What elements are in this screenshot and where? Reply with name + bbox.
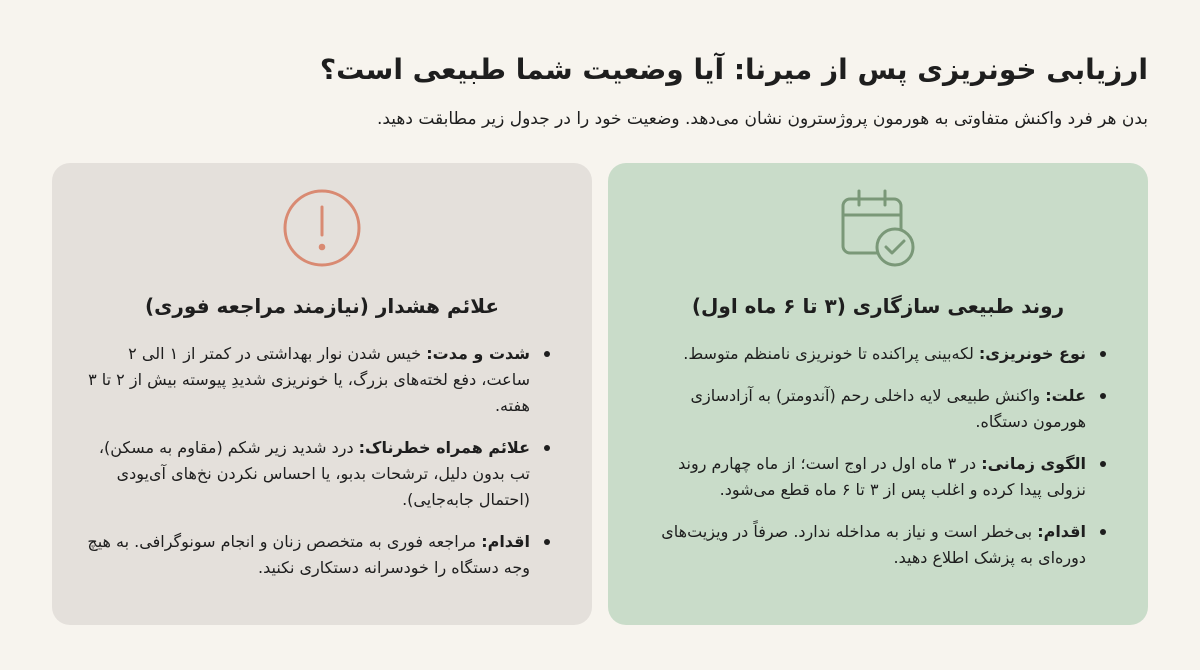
normal-adaptation-card [608,163,1148,625]
list-item [86,341,558,419]
item-text: لکه‌بینی پراکنده تا خونریزی نامنظم متوسط. [683,344,979,363]
bullet-icon [544,539,550,545]
bullet-icon [1100,461,1106,467]
item-text: خیس شدن نوار بهداشتی در کمتر از ۱ الی ۲ ساعت، دفع لخته‌های بزرگ، یا خونریزی شدیدِ پیوسته بیش از ۲ تا ۳ هفته. [88,344,530,415]
item-label: الگوی زمانی: [981,454,1086,473]
calendar-check-icon [835,185,921,271]
bullet-icon [1100,393,1106,399]
list-item [86,529,558,581]
item-text: مراجعه فوری به متخصص زنان و انجام سونوگرافی. به هیچ وجه دستگاه را خودسرانه دستکاری نکنید. [87,532,530,577]
item-label: علائم همراه خطرناک: [358,438,530,457]
item-label: نوع خونریزی: [978,344,1086,363]
list-item [86,435,558,513]
page-title: ارزیابی خونریزی پس از میرنا: آیا وضعیت شما طبیعی است؟ [319,53,1148,86]
bullet-icon [1100,351,1106,357]
warning-card-title: علائم هشدار (نیازمند مراجعه فوری) [144,294,500,318]
item-label: شدت و مدت: [426,344,530,363]
warning-card-list [86,341,558,597]
bullet-icon [544,351,550,357]
bullet-icon [544,445,550,451]
item-label: اقدام: [481,532,530,551]
list-item [642,519,1114,571]
exclamation-circle-icon [279,185,365,271]
list-item [642,451,1114,503]
normal-card-title: روند طبیعی سازگاری (۳ تا ۶ ماه اول) [691,294,1065,318]
item-label: اقدام: [1037,522,1086,541]
item-text: بی‌خطر است و نیاز به مداخله ندارد. صرفاً در ویزیت‌های دوره‌ای به پزشک اطلاع دهید. [661,522,1086,567]
warning-signs-card [52,163,592,625]
page-subtitle: بدن هر فرد واکنش متفاوتی به هورمون پروژسترون نشان می‌دهد. وضعیت خود را در جدول زیر مطابقت دهید. [376,109,1148,129]
list-item [642,341,1114,367]
list-item [642,383,1114,435]
item-text: درد شدید زیر شکم (مقاوم به مسکن)، تب بدون دلیل، ترشحات بدبو، یا احساس نکردن نخ‌های آی‌یودی (احتمال جابه‌جایی). [98,438,530,509]
bullet-icon [1100,529,1106,535]
item-label: علت: [1045,386,1086,405]
item-text: در ۳ ماه اول در اوج است؛ از ماه چهارم روند نزولی پیدا کرده و اغلب پس از ۳ تا ۶ ماه قطع می‌شود. [678,454,1086,499]
normal-card-list [642,341,1114,587]
item-text: واکنش طبیعی لایه داخلی رحم (آندومتر) به آزادسازی هورمون دستگاه. [690,386,1086,431]
